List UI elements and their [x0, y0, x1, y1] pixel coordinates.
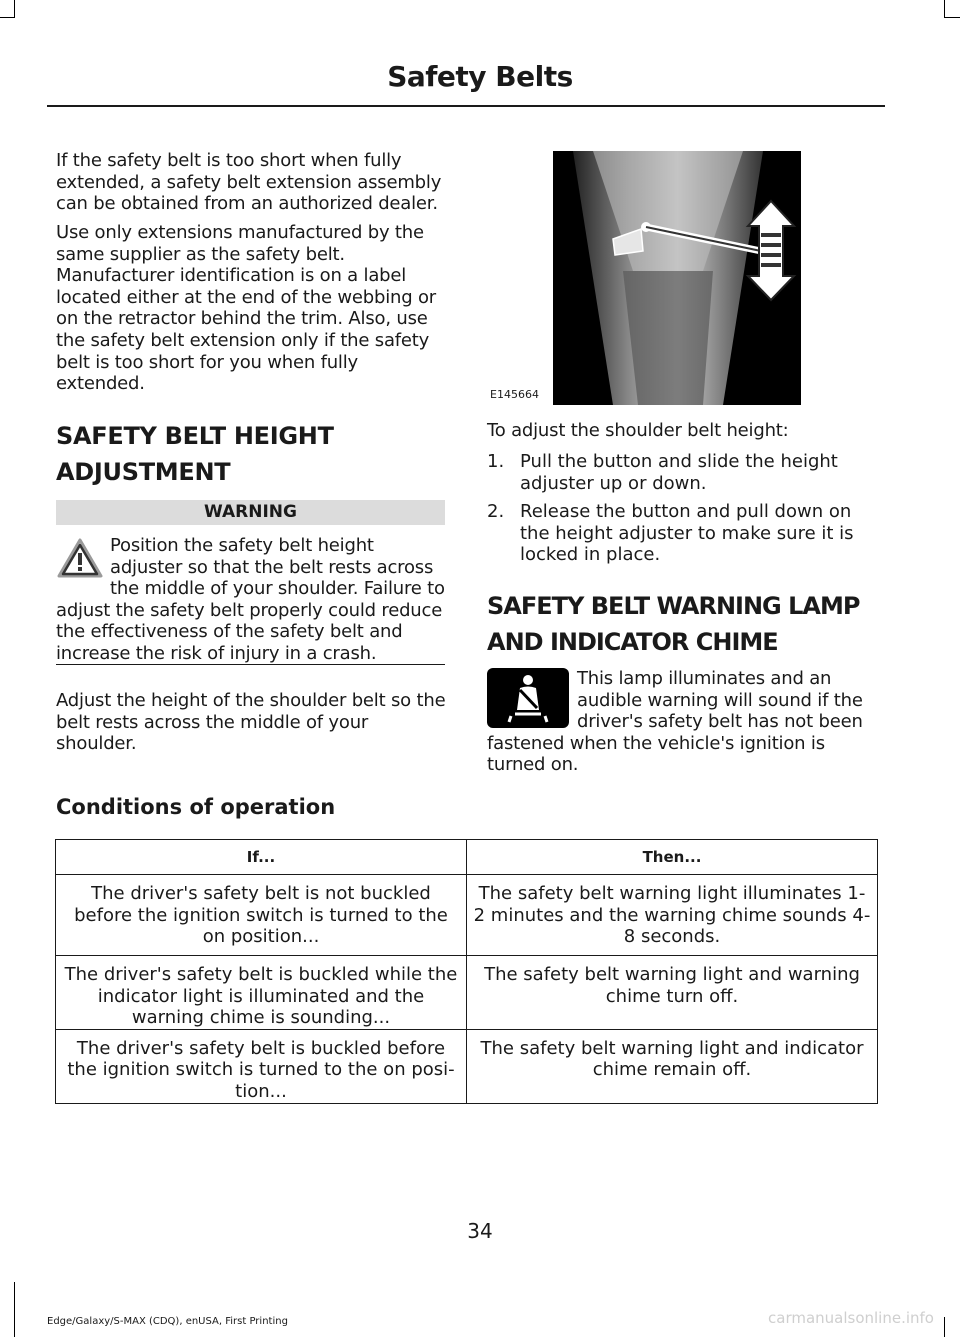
belt-adjuster-image — [553, 151, 801, 405]
table-row — [56, 956, 878, 1030]
section-heading-height-adjust — [56, 422, 448, 487]
paragraph-extension: If the safety belt is too short when fully extended, a safety belt extension assembly can be obtained from an authorized dealer. — [56, 150, 442, 215]
column-header-if: If... — [56, 840, 467, 875]
table-header-row — [56, 840, 878, 875]
table-row — [56, 1029, 878, 1103]
seatbelt-glyph — [487, 668, 569, 728]
heading-line: SAFETY BELT HEIGHT — [56, 422, 334, 450]
step-number: 1. — [487, 451, 505, 472]
intro-text: To adjust the shoulder belt height: — [487, 420, 789, 441]
condition-cell: The driver's safety belt is not buckled before the ignition switch is turned to the on position... — [56, 875, 467, 956]
figure-id: E145664 — [490, 388, 539, 401]
header-rule — [47, 105, 885, 107]
lamp-block — [487, 668, 881, 776]
crop-mark — [944, 1317, 945, 1337]
table-row — [56, 875, 878, 956]
heading-line: AND INDICATOR CHIME — [487, 628, 778, 656]
condition-cell: The driver's safety belt is buckled while the indicator light is illuminated and the warning chime is sounding... — [56, 956, 467, 1030]
warning-text: Position the safety belt height adjuster so that the belt rests across the middle of your shoulder. Failure to adjust the safety belt properly could reduce the effectiveness of the safety belt and increase the risk of injury in a crash. — [56, 535, 445, 664]
page-title: Safety Belts — [387, 60, 573, 93]
result-cell: The safety belt warning light and indicator chime remain off. — [467, 1029, 878, 1103]
crop-mark — [0, 17, 15, 18]
result-cell: The safety belt warning light and warning chime turn off. — [467, 956, 878, 1030]
seatbelt-warning-icon — [487, 668, 569, 728]
crop-mark — [14, 0, 15, 18]
condition-cell: The driver's safety belt is buckled before the ignition switch is turned to the on posi-tion... — [56, 1029, 467, 1103]
warning-triangle-icon — [56, 537, 104, 579]
page-number: 34 — [467, 1219, 493, 1243]
conditions-heading: Conditions of operation — [56, 795, 336, 819]
section-heading-warning-lamp — [487, 592, 887, 657]
warning-box — [56, 535, 448, 665]
footer-text: Edge/Galaxy/S-MAX (CDQ), enUSA, First Printing — [47, 1316, 288, 1327]
paragraph-adjust-height: Adjust the height of the shoulder belt so the belt rests across the middle of your shoulder. — [56, 690, 446, 755]
heading-line: ADJUSTMENT — [56, 458, 231, 486]
column-header-then: Then... — [467, 840, 878, 875]
warning-rule — [56, 664, 445, 665]
belt-adjuster-illustration — [553, 151, 801, 405]
warning-label: WARNING — [56, 500, 445, 525]
step-text: Pull the button and slide the height adjuster up or down. — [520, 451, 838, 494]
paragraph-supplier: Use only extensions manufactured by the same supplier as the safety belt. Manufacturer identification is on a label located either at the end of the webbing or on the retractor behind the trim. Also, use the safety belt extension only if the safety belt is too short for you when fully extended. — [56, 222, 437, 395]
heading-line: SAFETY BELT WARNING LAMP — [487, 592, 860, 620]
result-cell: The safety belt warning light illuminates 1-2 minutes and the warning chime sounds 4-8 seconds. — [467, 875, 878, 956]
lamp-description: This lamp illuminates and an audible warning will sound if the driver's safety belt has not been fastened when the vehicle's ignition is turned on. — [487, 668, 863, 776]
step-text: Release the button and pull down on the height adjuster to make sure it is locked in place. — [520, 501, 854, 566]
watermark: carmanualsonline.info — [768, 1309, 934, 1327]
crop-mark — [14, 1282, 15, 1337]
step-number: 2. — [487, 501, 505, 522]
crop-mark — [945, 17, 960, 18]
crop-mark — [944, 0, 945, 18]
conditions-table — [55, 839, 878, 1104]
